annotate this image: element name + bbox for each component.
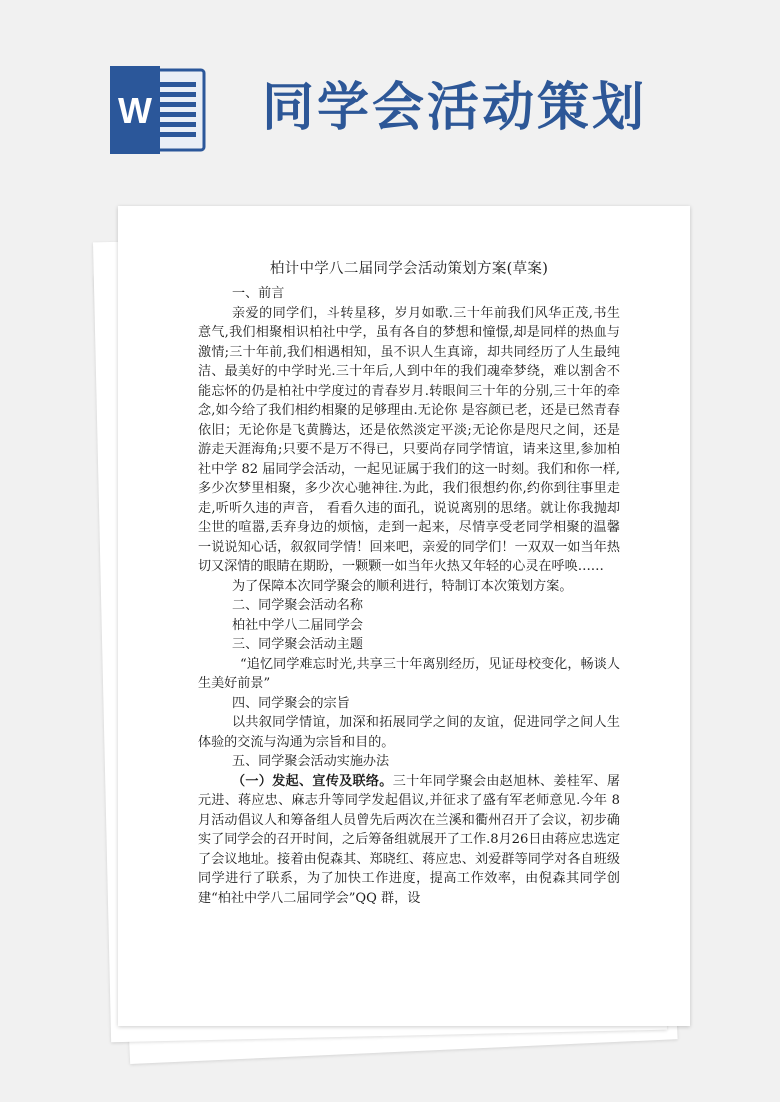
paragraph bbox=[198, 772, 620, 909]
paragraph: 为了保障本次同学聚会的顺利进行，特制订本次策划方案。 bbox=[232, 578, 573, 594]
subsection-lead: （一）发起、宣传及联络。 bbox=[232, 773, 393, 789]
document-body bbox=[198, 258, 620, 908]
section-heading: 二、同学聚会活动名称 bbox=[232, 598, 363, 613]
paragraph: 亲爱的同学们，斗转星移，岁月如歌.三十年前我们风华正茂,书生意气,我们相聚相识柏社中学，虽有各自的梦想和憧憬,却是同样的热血与激情;三十年前,我们相遇相知，虽不识人生真谛，却共同经历了人生最纯洁、最美好的中学时光.三十年后,人到中年的我们魂牵梦绕，难以割舍不能忘怀的仍是柏社中学度过的青春岁月.转眼间三十年的分别,三十年的牵念,如今给了我们相约相聚的足够理由.无论你 是容颜已老，还是已然青春依旧；无论你是飞黄腾达，还是依然淡定平淡;无论你是咫尺之间，还是游走天涯海角;只要不是万不得已，只要尚存同学情谊，请来这里,参加柏社中学 82 届同学会活动，一起见证属于我们的这一时刻。我们和你一样,多少次梦里相聚，多少次心驰神往.为此，我们很想约你,约你到往事里走走,听听久违的声音， 看看久违的面孔，说说离别的思绪。就让你我抛却尘世的喧嚣,丢弃身边的烦恼，走到一起来，尽情享受老同学相聚的温馨一说说知心话，叙叙同学情！回来吧，亲爱的同学们！一双双一如当年热切又深情的眼睛在期盼，一颗颗一如当年火热又年轻的心灵在呼唤…… bbox=[198, 305, 620, 574]
section-heading: 四、同学聚会的宗旨 bbox=[232, 695, 350, 711]
document-title: 柏计中学八二届同学会活动策划方案(草案) bbox=[269, 261, 549, 277]
section-heading: 五、同学聚会活动实施办法 bbox=[232, 754, 390, 769]
section-heading: 一、前言 bbox=[232, 286, 285, 301]
word-logo-letter: W bbox=[118, 90, 152, 131]
section-heading: 三、同学聚会活动主题 bbox=[232, 637, 363, 652]
paragraph-text: 三十年同学聚会由赵旭林、姜桂军、屠元进、蒋应忠、麻志升等同学发起倡议,并征求了盛有军老师意见.今年 8 月活动倡议人和筹备组人员曾先后两次在兰溪和衢州召开了会议，初步确实了同学会的召开时间，之后筹备组就展开了工作.8月26日由蒋应忠选定了会议地址。接着由倪森其、郑晓红、蒋应忠、刘爱群等同学对各自班级同学进行了联系，为了加快工作进度，提高工作效率，由倪森其同学创建“柏社中学八二届同学会”QQ 群，设 bbox=[198, 773, 621, 906]
paragraph: 柏社中学八二届同学会 bbox=[232, 617, 363, 633]
page-title: 同学会活动策划 bbox=[262, 78, 648, 138]
paragraph: 以共叙同学情谊，加深和拓展同学之间的友谊，促进同学之间人生体验的交流与沟通为宗旨和目的。 bbox=[198, 715, 620, 750]
header-banner bbox=[0, 0, 780, 200]
word-icon bbox=[110, 66, 210, 154]
paragraph: “追忆同学难忘时光,共享三十年离别经历，见证母校变化，畅谈人生美好前景” bbox=[198, 656, 620, 691]
